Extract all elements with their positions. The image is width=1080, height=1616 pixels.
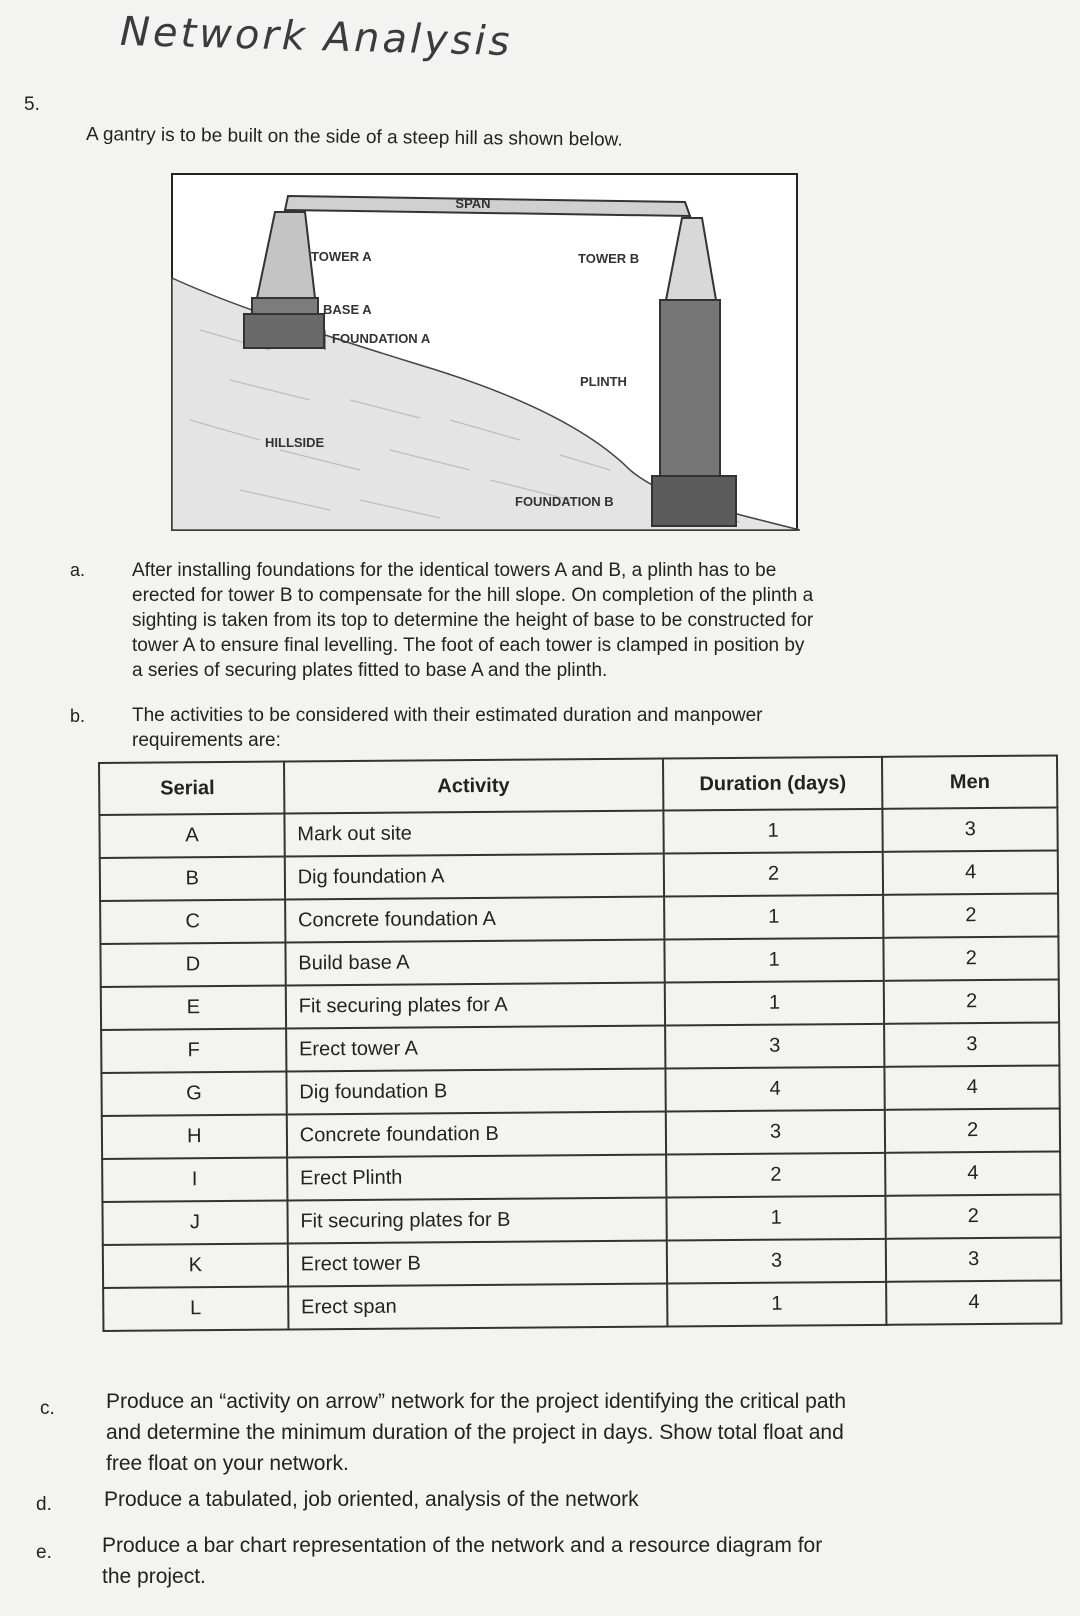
cell-duration: 2 [664, 852, 884, 897]
foundation-a [244, 314, 324, 348]
cell-men: 2 [886, 1194, 1061, 1238]
cell-serial: E [101, 986, 286, 1030]
cell-activity: Concrete foundation B [287, 1112, 666, 1158]
cell-men: 4 [886, 1280, 1061, 1324]
table-row [100, 893, 1058, 944]
cell-duration: 3 [666, 1110, 886, 1155]
cell-serial: G [101, 1072, 286, 1116]
part-e-line: the project. [102, 1565, 206, 1588]
part-d-text [104, 1484, 1054, 1515]
question-intro: A gantry is to be built on the side of a steep hill as shown below. [85, 124, 623, 151]
table-row [100, 850, 1058, 901]
part-c-line: and determine the minimum duration of the project in days. Show total float and [106, 1421, 844, 1444]
cell-serial: J [102, 1201, 287, 1245]
cell-duration: 1 [664, 895, 884, 940]
cell-men: 4 [885, 1065, 1060, 1109]
table-row [101, 1065, 1059, 1116]
header-men: Men [882, 755, 1057, 808]
label-tower-b: TOWER B [578, 251, 640, 266]
cell-duration: 4 [665, 1067, 885, 1112]
part-c-line: Produce an “activity on arrow” network for the project identifying the critical path [106, 1390, 847, 1413]
cell-men: 3 [884, 1022, 1059, 1066]
cell-duration: 1 [663, 809, 883, 854]
part-e-text [102, 1530, 1052, 1592]
cell-serial: F [101, 1029, 286, 1073]
table-row [100, 936, 1058, 987]
table-row [102, 1151, 1060, 1202]
cell-duration: 3 [667, 1239, 887, 1284]
part-a-line: sighting is taken from its top to determine the height of base to be constructed for [132, 610, 814, 631]
cell-serial: A [99, 814, 284, 858]
part-a-line: tower A to ensure final levelling. The foot of each tower is clamped in position by [132, 635, 805, 656]
foundation-b [652, 476, 736, 526]
label-foundation-b: FOUNDATION B [515, 494, 614, 509]
cell-serial: B [100, 857, 285, 901]
part-a-line: After installing foundations for the identical towers A and B, a plinth has to be [132, 560, 777, 581]
label-base-a: BASE A [323, 302, 372, 317]
part-c-letter: c. [40, 1398, 55, 1419]
base-a [252, 298, 318, 314]
cell-activity: Concrete foundation A [285, 897, 664, 943]
table-row [103, 1237, 1061, 1288]
part-e-line: Produce a bar chart representation of the network and a resource diagram for [102, 1534, 823, 1557]
cell-duration: 1 [666, 1196, 886, 1241]
cell-duration: 3 [665, 1024, 885, 1069]
part-c-text [106, 1386, 1056, 1479]
part-a-line: a series of securing plates fitted to base A and the plinth. [132, 660, 608, 681]
cell-men: 2 [883, 893, 1058, 937]
cell-duration: 1 [665, 981, 885, 1026]
cell-serial: I [102, 1158, 287, 1202]
cell-activity: Fit securing plates for A [286, 983, 665, 1029]
label-plinth: PLINTH [580, 374, 627, 389]
cell-serial: C [100, 900, 285, 944]
question-number: 5. [24, 94, 40, 115]
cell-men: 4 [883, 850, 1058, 894]
cell-serial: H [102, 1115, 287, 1159]
cell-activity: Erect tower B [288, 1241, 667, 1287]
cell-activity: Dig foundation B [286, 1069, 665, 1115]
cell-men: 3 [883, 807, 1058, 851]
cell-men: 2 [884, 979, 1059, 1023]
header-duration: Duration (days) [663, 757, 883, 811]
part-e-letter: e. [36, 1542, 52, 1563]
part-b-letter: b. [70, 706, 86, 726]
part-c-line: free float on your network. [106, 1452, 349, 1475]
activities-table [98, 754, 1062, 1332]
label-span: SPAN [455, 196, 491, 211]
cell-activity: Erect Plinth [287, 1155, 666, 1201]
table-row [103, 1280, 1061, 1331]
gantry-diagram [160, 150, 830, 550]
part-b-text [132, 703, 992, 753]
table-row [101, 979, 1059, 1030]
handwritten-title: Network Analysis [119, 8, 514, 66]
part-a-text [132, 558, 992, 683]
table-row [101, 1022, 1059, 1073]
cell-serial: D [100, 943, 285, 987]
cell-men: 3 [886, 1237, 1061, 1281]
cell-activity: Dig foundation A [285, 854, 664, 900]
cell-duration: 1 [667, 1282, 887, 1327]
part-a-letter: a. [70, 560, 86, 580]
header-activity: Activity [284, 759, 663, 814]
table-row [102, 1108, 1060, 1159]
part-d-letter: d. [36, 1494, 52, 1515]
label-foundation-a: FOUNDATION A [332, 331, 431, 346]
cell-activity: Mark out site [284, 811, 663, 857]
label-hillside: HILLSIDE [265, 435, 325, 450]
cell-activity: Build base A [285, 940, 664, 986]
cell-activity: Erect tower A [286, 1026, 665, 1072]
cell-men: 2 [884, 936, 1059, 980]
cell-duration: 1 [664, 938, 884, 983]
part-a-line: erected for tower B to compensate for the hill slope. On completion of the plinth a [132, 585, 814, 606]
cell-men: 4 [885, 1151, 1060, 1195]
cell-men: 2 [885, 1108, 1060, 1152]
cell-activity: Erect span [288, 1284, 667, 1330]
cell-duration: 2 [666, 1153, 886, 1198]
part-b-line: requirements are: [132, 730, 281, 751]
label-tower-a: TOWER A [311, 249, 372, 264]
table-header-row [99, 755, 1057, 815]
table-row [102, 1194, 1060, 1245]
plinth [660, 300, 720, 476]
cell-activity: Fit securing plates for B [287, 1198, 666, 1244]
cell-serial: K [103, 1244, 288, 1288]
part-d-line: Produce a tabulated, job oriented, analysis of the network [104, 1488, 639, 1511]
table-row [99, 807, 1057, 858]
header-serial: Serial [99, 762, 284, 815]
cell-serial: L [103, 1287, 288, 1331]
part-b-line: The activities to be considered with their estimated duration and manpower [132, 705, 763, 726]
